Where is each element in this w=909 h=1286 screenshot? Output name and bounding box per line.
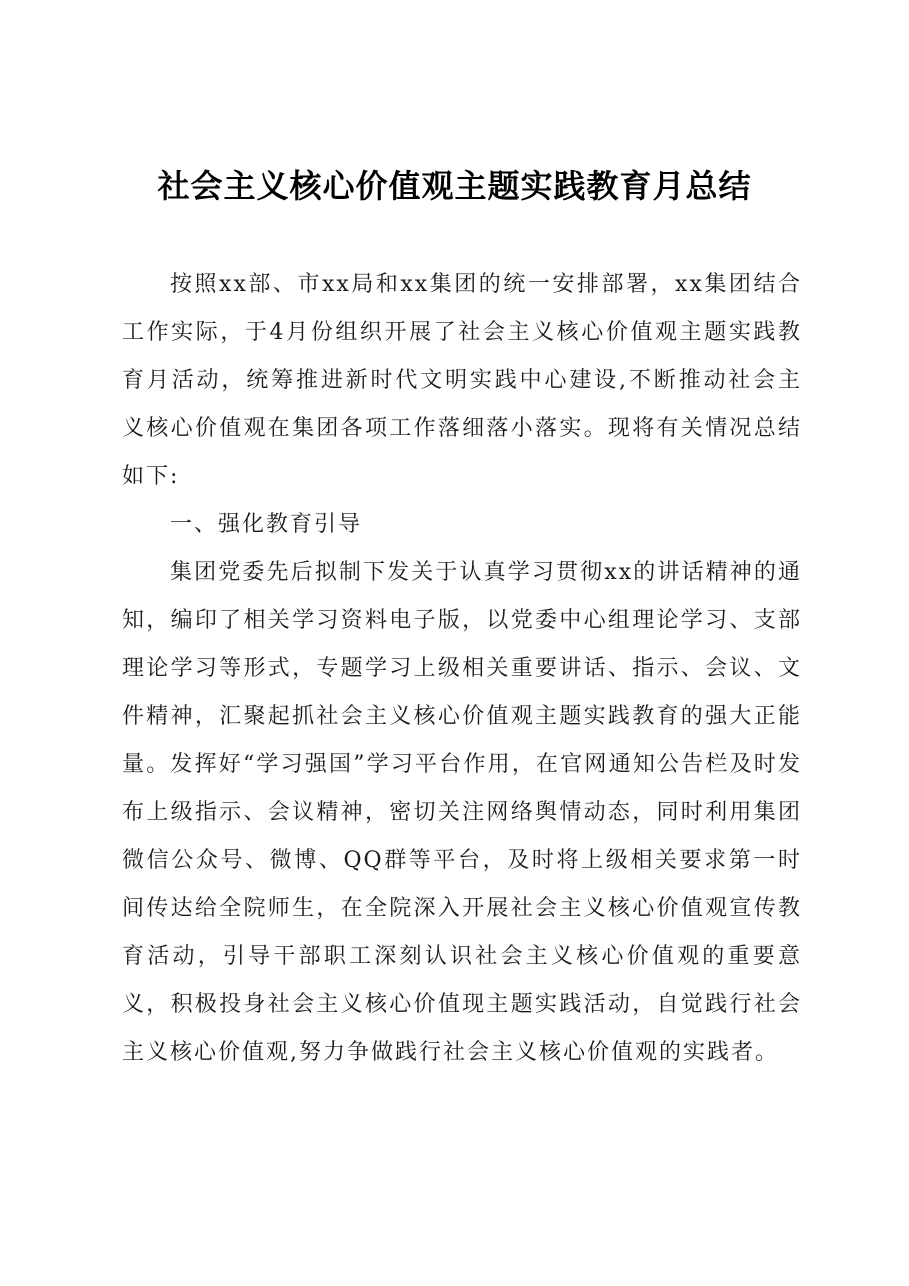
intro-paragraph: 按照xx部、市xx局和xx集团的统一安排部署，xx集团结合工作实际，于4月份组织开展了社会主义核心价值观主题实践教育月活动，统筹推进新时代文明实践中心建设,不断推动社会主义核心价值观在集团各项工作落细落小落实。现将有关情况总结如下: [122, 272, 802, 489]
section-paragraph: 集团党委先后拟制下发关于认真学习贯彻xx的讲话精神的通知，编印了相关学习资料电子版，以党委中心组理论学习、支部理论学习等形式，专题学习上级相关重要讲话、指示、会议、文件精神，汇聚起抓社会主义核心价值观主题实践教育的强大正能量。发挥好“学习强国”学习平台作用，在官网通知公告栏及时发布上级指示、会议精神，密切关注网络舆情动态，同时利用集团微信公众号、微博、QQ群等平台，及时将上级相关要求第一时间传达给全院师生，在全院深入开展社会主义核心价值观宣传教育活动，引导干部职工深刻认识社会主义核心价值观的重要意义，积极投身社会主义核心价值现主题实践活动，自觉践行社会主义核心价值观,努力争做践行社会主义核心价值观的实践者。 [122, 560, 802, 1065]
document-body [122, 261, 802, 1077]
document-title: 社会主义核心价值观主题实践教育月总结 [157, 167, 752, 205]
section-heading: 一、强化教育引导 [170, 512, 363, 537]
